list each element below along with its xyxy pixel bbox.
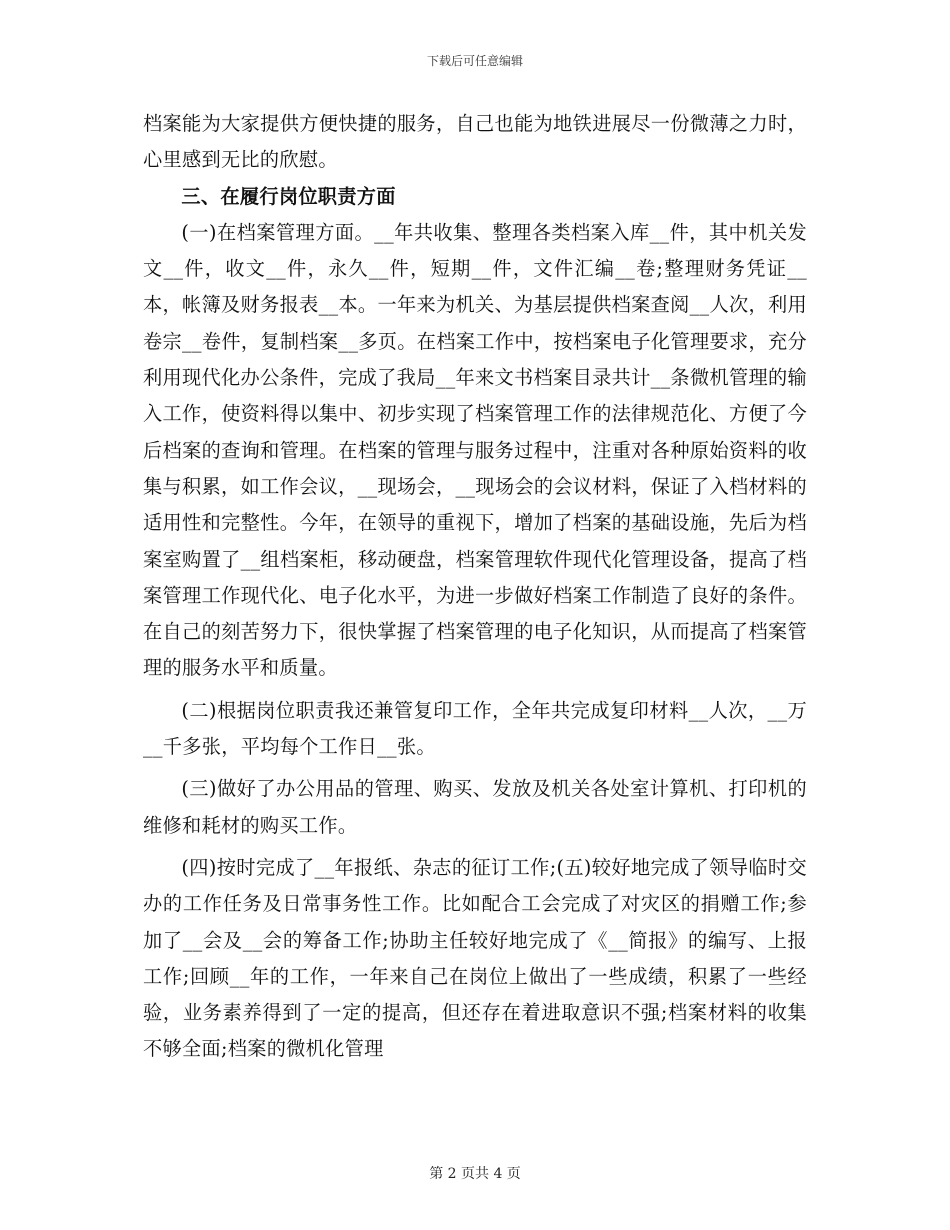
page-header: 下载后可任意编辑 [426,54,523,68]
paragraph-archives: (一)在档案管理方面。__年共收集、整理各类档案入库__件，其中机关发文__件，收文__件，永久__件，短期__件，文件汇编__卷;整理财务凭证__本，帐簿及财务报表__本。一年来为机关、为基层提供档案查阅__人次，利用卷宗__卷件，复制档案__多页。在档案工作中，按档案电子化管理要求，充分利用现代化办公条件，完成了我局__年来文书档案目录共计__条微机管理的输入工作，使资料得以集中、初步实现了档案管理工作的法律规范化、方便了今后档案的查询和管理。在档案的管理与服务过程中，注重对各种原始资料的收集与积累，如工作会议，__现场会，__现场会的会议材料，保证了入档材料的适用性和完整性。今年，在领导的重视下，增加了档案的基础设施，先后为档案室购置了__组档案柜，移动硬盘，档案管理软件现代化管理设备，提高了档案管理工作现代化、电子化水平，为进一步做好档案工作制造了良好的条件。在自己的刻苦努力下，很快掌握了档案管理的电子化知识，从而提高了档案管理的服务水平和质量。 [143,220,807,680]
page-number: 第 2 页共 4 页 [429,1166,521,1182]
section-heading: 三、在履行岗位职责方面 [181,184,396,208]
paragraph-office-supplies: (三)做好了办公用品的管理、购买、发放及机关各处室计算机、打印机的维修和耗材的购买工作。 [143,777,807,837]
paragraph-intro: 档案能为大家提供方便快捷的服务，自己也能为地铁进展尽一份微薄之力时，心里感到无比的欣慰。 [143,112,807,172]
paragraph-subscriptions: (四)按时完成了__年报纸、杂志的征订工作;(五)较好地完成了领导临时交办的工作任务及日常事务性工作。比如配合工会完成了对灾区的捐赠工作;参加了__会及__会的筹备工作;协助主任较好地完成了《__简报》的编写、上报工作;回顾__年的工作，一年来自己在岗位上做出了一些成绩，积累了一些经验，业务素养得到了一定的提高，但还存在着进取意识不强;档案材料的收集不够全面;档案的微机化管理 [143,855,807,1061]
paragraph-copying: (二)根据岗位职责我还兼管复印工作，全年共完成复印材料__人次，__万__千多张，平均每个工作日__张。 [143,698,807,759]
document-body [143,106,807,1068]
